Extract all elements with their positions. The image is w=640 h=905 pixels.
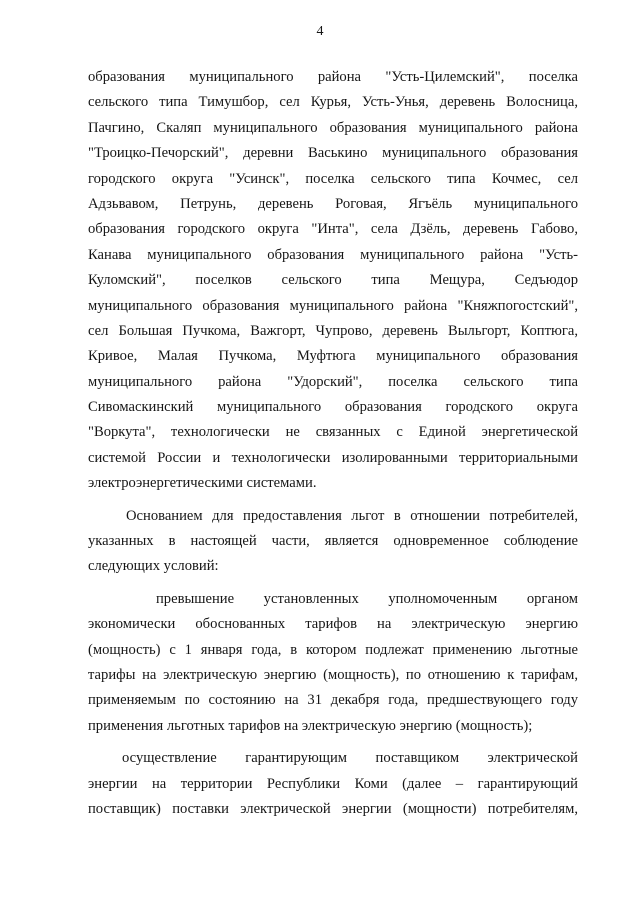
text-line: муниципального района "Удорский", поселка сельского типа: [88, 373, 578, 390]
text-line: осуществление гарантирующим поставщиком электрической: [122, 750, 578, 767]
text-line: превышение установленных уполномоченным органом: [156, 590, 578, 607]
paragraph: [88, 587, 578, 739]
text-line: Куломский", поселков сельского типа Мещура, Седъюдор: [88, 272, 578, 289]
text-line: системой России и технологически изолированными территориальными: [88, 449, 578, 466]
paragraph: [88, 746, 578, 822]
text-line: (мощность) с 1 января года, в котором подлежат применению льготные: [88, 641, 578, 658]
text-line: Сивомаскинский муниципального образования городского округа: [88, 399, 578, 416]
paragraph-gap: [88, 580, 578, 587]
paragraph: [88, 65, 578, 497]
text-line: "Троицко-Печорский", деревни Васькино муниципального образования: [88, 145, 578, 162]
text-line: применения льготных тарифов на электрическую энергию (мощность);: [88, 717, 533, 734]
text-line: энергии на территории Республики Коми (далее – гарантирующий: [88, 775, 578, 792]
text-line: следующих условий:: [88, 558, 219, 575]
text-line: образования городского округа "Инта", села Дзёль, деревень Габово,: [88, 221, 578, 238]
paragraph: [88, 504, 578, 580]
text-line: сел Большая Пучкома, Важгорт, Чупрово, деревень Выльгорт, Коптюга,: [88, 322, 578, 339]
text-line: тарифы на электрическую энергию (мощность), по отношению к тарифам,: [88, 666, 578, 683]
text-line: "Воркута", технологически не связанных с Единой энергетической: [88, 424, 578, 441]
text-line: сельского типа Тимушбор, сел Курья, Усть-Унья, деревень Волосница,: [88, 94, 578, 111]
text-line: Основанием для предоставления льгот в отношении потребителей,: [126, 507, 578, 524]
paragraph-gap: [88, 739, 578, 746]
text-line: поставщик) поставки электрической энергии (мощности) потребителям,: [88, 800, 578, 817]
document-body: [88, 65, 578, 822]
text-line: Адзьвавом, Петрунь, деревень Роговая, Ягъёль муниципального: [88, 195, 578, 212]
text-line: электроэнергетическими системами.: [88, 475, 317, 492]
text-line: применяемым по состоянию на 31 декабря года, предшествующего году: [88, 692, 578, 709]
page-number: 4: [316, 24, 324, 39]
text-line: Пачгино, Скаляп муниципального образования муниципального района: [88, 119, 578, 136]
text-line: муниципального образования муниципального района "Княжпогостский",: [88, 297, 578, 314]
text-line: Канава муниципального образования муниципального района "Усть-: [88, 246, 578, 263]
paragraph-gap: [88, 497, 578, 504]
text-line: городского округа "Усинск", поселка сельского типа Кочмес, сел: [88, 170, 578, 187]
text-line: указанных в настоящей части, является одновременное соблюдение: [88, 533, 578, 550]
text-line: образования муниципального района "Усть-Цилемский", поселка: [88, 69, 578, 85]
text-line: Кривое, Малая Пучкома, Муфтюга муниципального образования: [88, 348, 578, 365]
text-line: экономически обоснованных тарифов на электрическую энергию: [88, 616, 578, 633]
